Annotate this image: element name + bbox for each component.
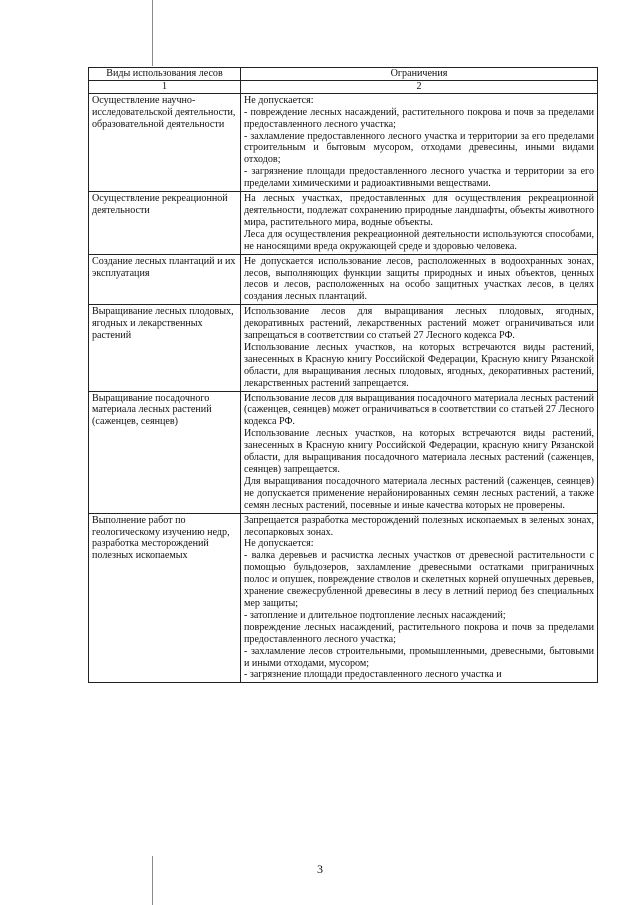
forest-use-cell: Выращивание лесных плодовых, ягодных и лекарственных растений [89, 305, 241, 391]
table-row [89, 305, 598, 391]
restrictions-cell [241, 513, 598, 683]
header-forest-use: Виды использования лесов [89, 68, 241, 81]
restriction-paragraph: - загрязнение площади предоставленного лесного участка и [244, 669, 502, 681]
restriction-paragraph: Не допускается использование лесов, расположенных в водоохранных зонах, лесов, выполняющих функции защиты природных и иных объектов, ценных лесов и лесов, расположенных на особо защитных участках лесов, в целях создания лесных плантаций. [244, 255, 594, 303]
forest-use-cell: Осуществление научно-исследовательской деятельности, образовательной деятельности [89, 93, 241, 191]
table-row [89, 93, 598, 191]
restriction-paragraph: - валка деревьев и расчистка лесных участков от древесной растительности с помощью бульдозеров, захламление древесными остатками приграничных полос и опушек, повреждение стволов и скелетных корней опушечных деревьев, хранение свежесрубленной древесины в лесу в летний период без специальных мер защиты; [244, 550, 594, 609]
restriction-paragraph: - захламление лесов строительными, промышленными, древесными, бытовыми и иными отходами, мусором; [244, 645, 594, 669]
restriction-paragraph: Запрещается разработка месторождений полезных ископаемых в зеленых зонах, лесопарковых зонах. [244, 514, 594, 538]
restrictions-cell [241, 254, 598, 305]
column-number-2: 2 [241, 80, 598, 93]
restriction-paragraph: Леса для осуществления рекреационной деятельности используются способами, не наносящими вреда окружающей среде и здоровью человека. [244, 228, 594, 252]
forest-use-cell: Выполнение работ по геологическому изучению недр, разработка месторождений полезных ископаемых [89, 513, 241, 683]
table-row [89, 513, 598, 683]
restriction-paragraph: Для выращивания посадочного материала лесных растений (саженцев, сеянцев) не допускается применение нерайонированных семян лесных растений, а также семян лесных растений, посевные и иные качества которых не проверены. [244, 475, 594, 511]
forest-use-cell: Осуществление рекреационной деятельности [89, 192, 241, 255]
forest-use-cell: Выращивание посадочного материала лесных растений (саженцев, сеянцев) [89, 391, 241, 513]
restriction-paragraph: - загрязнение площади предоставленного лесного участка и территории за его пределами химическими и радиоактивными веществами. [244, 166, 594, 190]
restriction-paragraph: Использование лесных участков, на которых встречаются виды растений, занесенных в Красную книгу Российской Федерации, Красную книгу Рязанской области, для выращивания лесных плодовых, ягодных, декоративных растений, лекарственных растений запрещается. [244, 341, 594, 389]
restriction-paragraph: На лесных участках, предоставленных для осуществления рекреационной деятельности, подлежат сохранению природные ландшафты, объекты животного мира, растительного мира, водные объекты. [244, 193, 594, 228]
page-number: 3 [317, 862, 323, 876]
table-row [89, 192, 598, 255]
restriction-paragraph: Использование лесных участков, на которых встречаются виды растений, занесенных в Красную книгу Российской Федерации, красную книгу Рязанской области, для выращивания посадочного материала лесных растений (саженцев, сеянцев) запрещается. [244, 428, 594, 475]
restriction-paragraph: - затопление и длительное подтопление лесных насаждений; [244, 609, 506, 621]
column-number-row [89, 80, 598, 93]
table-row [89, 254, 598, 305]
restriction-paragraph: Использование лесов для выращивания посадочного материала лесных растений (саженцев, сеянцев) может ограничиваться в соответствии со статьей 27 Лесного кодекса РФ. [244, 392, 594, 428]
restrictions-cell [241, 93, 598, 191]
restriction-paragraph: Использование лесов для выращивания лесных плодовых, ягодных, декоративных растений, лекарственных растений может ограничиваться или запрещаться в соответствии со статьей 27 Лесного кодекса РФ. [244, 306, 594, 342]
table-header-row [89, 68, 598, 81]
restriction-paragraph: - повреждение лесных насаждений, растительного покрова и почв за пределами предоставленного лесного участка; [244, 106, 594, 130]
restrictions-table [88, 67, 598, 683]
table-row [89, 391, 598, 513]
scan-line-top [152, 0, 153, 66]
restrictions-cell [241, 391, 598, 513]
header-restrictions: Ограничения [241, 68, 598, 81]
forest-use-cell: Создание лесных плантаций и их эксплуатация [89, 254, 241, 305]
restrictions-cell [241, 305, 598, 391]
column-number-1: 1 [89, 80, 241, 93]
restrictions-cell [241, 192, 598, 255]
restriction-paragraph: Не допускается: [244, 538, 314, 550]
restriction-paragraph: Не допускается: [244, 94, 314, 106]
restriction-paragraph: - захламление предоставленного лесного участка и территории за его пределами строительным и бытовым мусором, отходами древесины, иными видами отходов; [244, 130, 594, 166]
restriction-paragraph: повреждение лесных насаждений, растительного покрова и почв за пределами предоставленного лесного участка; [244, 621, 594, 645]
